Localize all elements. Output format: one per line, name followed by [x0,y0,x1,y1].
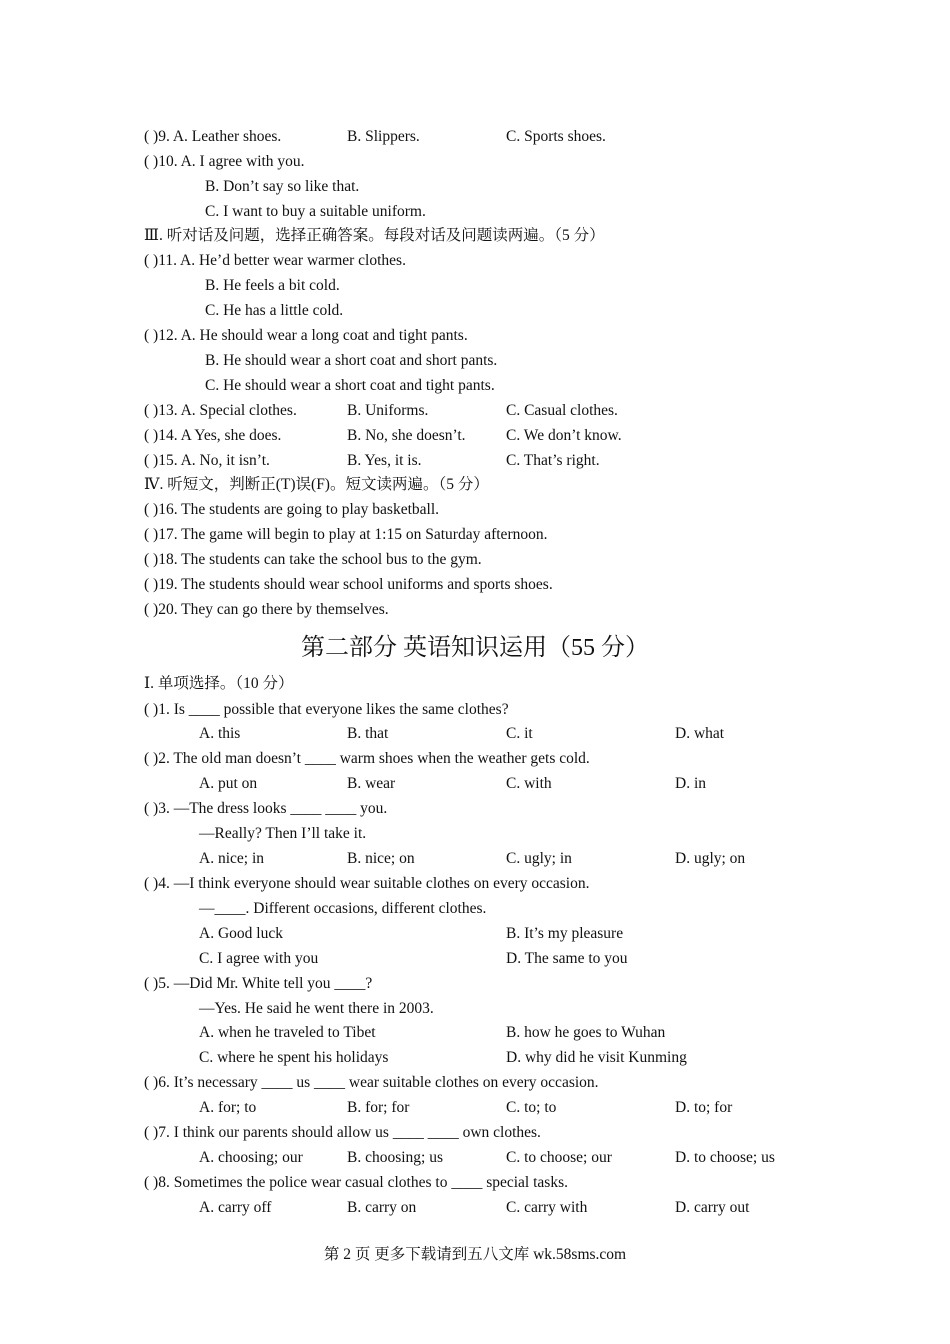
mc-question-5-option-a: A. when he traveled to Tibet [199,1024,376,1041]
question-15-option-a: ( )15. A. No, it isn’t. [144,452,270,469]
question-11-option-c: C. He has a little cold. [205,302,344,319]
question-15-option-b: B. Yes, it is. [347,452,422,469]
question-12-option-c: C. He should wear a short coat and tight pants. [205,377,495,394]
mc-question-7-option-b: B. choosing; us [347,1149,444,1166]
part-2-section-1-heading: Ⅰ. 单项选择。（10 分） [144,675,294,692]
mc-question-8-option-d: D. carry out [675,1199,750,1216]
mc-question-5-option-c: C. where he spent his holidays [199,1049,389,1066]
mc-question-3-option-b: B. nice; on [347,850,415,867]
section-4-heading: Ⅳ. 听短文，判断正(T)误(F)。短文读两遍。（5 分） [144,476,489,493]
mc-question-3-option-d: D. ugly; on [675,850,746,867]
mc-question-4-option-b: B. It’s my pleasure [506,925,624,942]
question-9-option-c: C. Sports shoes. [506,128,606,145]
mc-question-8-option-a: A. carry off [199,1199,272,1216]
mc-question-7-option-a: A. choosing; our [199,1149,303,1166]
part-2-title: 第二部分 英语知识运用（55 分） [301,635,649,661]
mc-question-4-stem: ( )4. —I think everyone should wear suitable clothes on every occasion. [144,875,590,892]
mc-question-5-option-b: B. how he goes to Wuhan [506,1024,666,1041]
question-16: ( )16. The students are going to play basketball. [144,501,440,518]
mc-question-4-option-c: C. I agree with you [199,950,319,967]
question-10-option-c: C. I want to buy a suitable uniform. [205,203,426,220]
mc-question-1-option-b: B. that [347,725,389,742]
mc-question-8-stem: ( )8. Sometimes the police wear casual clothes to ____ special tasks. [144,1174,568,1191]
mc-question-6-option-a: A. for; to [199,1099,257,1116]
mc-question-5-reply: —Yes. He said he went there in 2003. [199,1000,434,1017]
section-3-heading: Ⅲ. 听对话及问题，选择正确答案。每段对话及问题读两遍。（5 分） [144,227,605,244]
mc-question-7-option-c: C. to choose; our [506,1149,612,1166]
question-9-option-a: ( )9. A. Leather shoes. [144,128,282,145]
mc-question-3-reply: —Really? Then I’ll take it. [199,825,367,842]
mc-question-3-stem: ( )3. —The dress looks ____ ____ you. [144,800,388,817]
question-19: ( )19. The students should wear school uniforms and sports shoes. [144,576,553,593]
mc-question-1-stem: ( )1. Is ____ possible that everyone likes the same clothes? [144,701,509,718]
mc-question-4-option-d: D. The same to you [506,950,628,967]
mc-question-2-option-a: A. put on [199,775,258,792]
mc-question-8-option-c: C. carry with [506,1199,588,1216]
mc-question-3-option-a: A. nice; in [199,850,264,867]
mc-question-2-option-d: D. in [675,775,706,792]
mc-question-4-reply: —____. Different occasions, different clothes. [199,900,487,917]
question-13-option-a: ( )13. A. Special clothes. [144,402,297,419]
question-17: ( )17. The game will begin to play at 1:15 on Saturday afternoon. [144,526,548,543]
question-20: ( )20. They can go there by themselves. [144,601,389,618]
mc-question-1-option-c: C. it [506,725,533,742]
mc-question-2-option-b: B. wear [347,775,396,792]
question-15-option-c: C. That’s right. [506,452,600,469]
mc-question-1-option-a: A. this [199,725,241,742]
page-footer: 第 2 页 更多下载请到五八文库 wk.58sms.com [323,1246,627,1263]
mc-question-5-stem: ( )5. —Did Mr. White tell you ____? [144,975,373,992]
mc-question-6-option-d: D. to; for [675,1099,733,1116]
mc-question-6-stem: ( )6. It’s necessary ____ us ____ wear suitable clothes on every occasion. [144,1074,599,1091]
mc-question-6-option-c: C. to; to [506,1099,557,1116]
question-13-option-b: B. Uniforms. [347,402,429,419]
question-12-option-b: B. He should wear a short coat and short pants. [205,352,498,369]
mc-question-1-option-d: D. what [675,725,725,742]
question-14-option-c: C. We don’t know. [506,427,622,444]
question-13-option-c: C. Casual clothes. [506,402,618,419]
mc-question-8-option-b: B. carry on [347,1199,417,1216]
question-14-option-b: B. No, she doesn’t. [347,427,466,444]
mc-question-7-option-d: D. to choose; us [675,1149,775,1166]
mc-question-7-stem: ( )7. I think our parents should allow us ____ ____ own clothes. [144,1124,541,1141]
mc-question-5-option-d: D. why did he visit Kunming [506,1049,687,1066]
question-9-option-b: B. Slippers. [347,128,420,145]
mc-question-6-option-b: B. for; for [347,1099,410,1116]
question-18: ( )18. The students can take the school bus to the gym. [144,551,482,568]
mc-question-3-option-c: C. ugly; in [506,850,572,867]
mc-question-4-option-a: A. Good luck [199,925,283,942]
question-12: ( )12. A. He should wear a long coat and tight pants. [144,327,468,344]
question-11-option-b: B. He feels a bit cold. [205,277,340,294]
mc-question-2-stem: ( )2. The old man doesn’t ____ warm shoes when the weather gets cold. [144,750,590,767]
question-10: ( )10. A. I agree with you. [144,153,305,170]
question-11: ( )11. A. He’d better wear warmer clothes. [144,252,406,269]
question-14-option-a: ( )14. A Yes, she does. [144,427,282,444]
question-10-option-b: B. Don’t say so like that. [205,178,360,195]
mc-question-2-option-c: C. with [506,775,552,792]
